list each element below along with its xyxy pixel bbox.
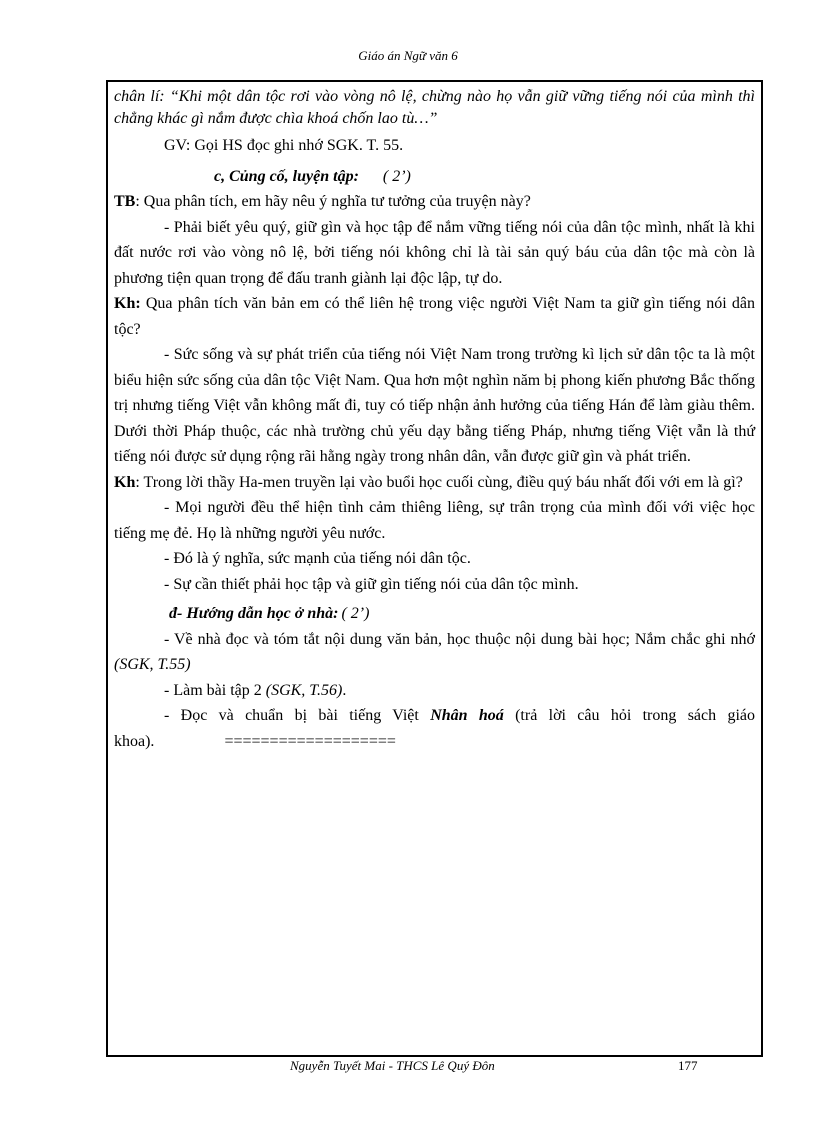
homework-2-end: . [342,681,347,699]
homework-3 [114,703,755,754]
answer-1: - Phải biết yêu quý, giữ gìn và học tập để nắm vững tiếng nói của dân tộc mình, nhất là khi đất nước rơi vào vòng nô lệ, bởi tiếng nói không chỉ là tài sản quý báu của dân tộc mà còn là phương tiện quan trọng để đấu tranh giành lại độc lập, tự do. [114,218,755,287]
answer-3-item: - Đó là ý nghĩa, sức mạnh của tiếng nói dân tộc. [164,550,471,567]
homework-1 [114,627,755,678]
question-1-label: TB [114,193,136,210]
homework-2-ref: (SGK, T.56) [265,681,343,699]
homework-2 [114,678,755,704]
content-frame [106,80,763,1057]
quote-text: “Khi một dân tộc rơi vào vòng nô lệ, chừng nào họ vẫn giữ vững tiếng nói của mình thì chẳng khác gì nắm được chìa khoá chốn lao tù…” [114,88,755,127]
question-2-text: Qua phân tích văn bản em có thể liên hệ trong việc người Việt Nam ta giữ gìn tiếng nói dân tộc? [114,295,755,338]
teacher-instruction: GV: Gọi HS đọc ghi nhớ SGK. T. 55. [164,137,404,154]
homework-3-text: - Đọc và chuẩn bị bài tiếng Việt [164,707,431,724]
answer-3-item: - Mọi người đều thể hiện tình cảm thiêng liêng, sự trân trọng của mình đối với việc học tiếng mẹ đẻ. Họ là những người yêu nước. [114,499,755,542]
section-d-time: ( 2’) [341,605,370,622]
question-2-label: Kh: [114,295,141,312]
answer-3-item: - Sự cần thiết phải học tập và giữ gìn tiếng nói của dân tộc mình. [164,575,579,593]
footer-author: Nguyễn Tuyết Mai - THCS Lê Quý Đôn [290,1058,495,1073]
page-number: 177 [678,1058,698,1073]
section-d-title: đ- Hướng dẫn học ở nhà: [169,605,339,622]
homework-1-ref: (SGK, T.55) [114,656,191,673]
homework-2-text: - Làm bài tập 2 [164,681,266,699]
question-1 [114,189,755,215]
question-1-text: : Qua phân tích, em hãy nêu ý nghĩa tư tưởng của truyện này? [135,193,531,210]
homework-3-title: Nhân hoá [430,707,504,724]
homework-1-text: - Về nhà đọc và tóm tắt nội dung văn bản, học thuộc nội dung bài học; Nắm chắc ghi nhớ [164,630,755,648]
section-d-heading [114,601,755,627]
homework-3-rest: (trả lời câu hỏi trong sách giáo khoa). [114,707,756,750]
question-3-label: Kh [114,473,136,491]
lesson-content [114,86,755,754]
end-rule: =================== [224,732,396,750]
question-3-text: : Trong lời thầy Ha-men truyền lại vào buổi học cuối cùng, điều quý báu nhất đối với em là gì? [135,473,743,491]
page-header: Giáo án Ngữ văn 6 [358,48,458,63]
section-c-heading [114,164,755,190]
question-3 [114,470,755,496]
question-2 [114,291,755,342]
answer-2: - Sức sống và sự phát triển của tiếng nói Việt Nam trong trường kì lịch sử dân tộc ta là một biểu hiện sức sống của dân tộc Việt Nam. Qua hơn một nghìn năm bị phong kiến phương Bắc thống trị nhưng tiếng Việt vẫn không mất đi, tuy có tiếp nhận ảnh hưởng của tiếng Hán để làm giàu thêm. Dưới thời Pháp thuộc, các nhà trường chủ yếu dạy bằng tiếng Pháp, nhưng tiếng Việt vẫn là thứ tiếng nói được sử dụng rộng rãi hằng ngày trong nhân dân, vẫn được giữ gìn và phát triển. [114,346,755,465]
section-c-title: c, Củng cố, luyện tập: [214,167,359,185]
section-c-time: ( 2’) [382,167,411,185]
quote-lead: chân lí: [114,88,170,105]
quote-paragraph [114,86,755,130]
